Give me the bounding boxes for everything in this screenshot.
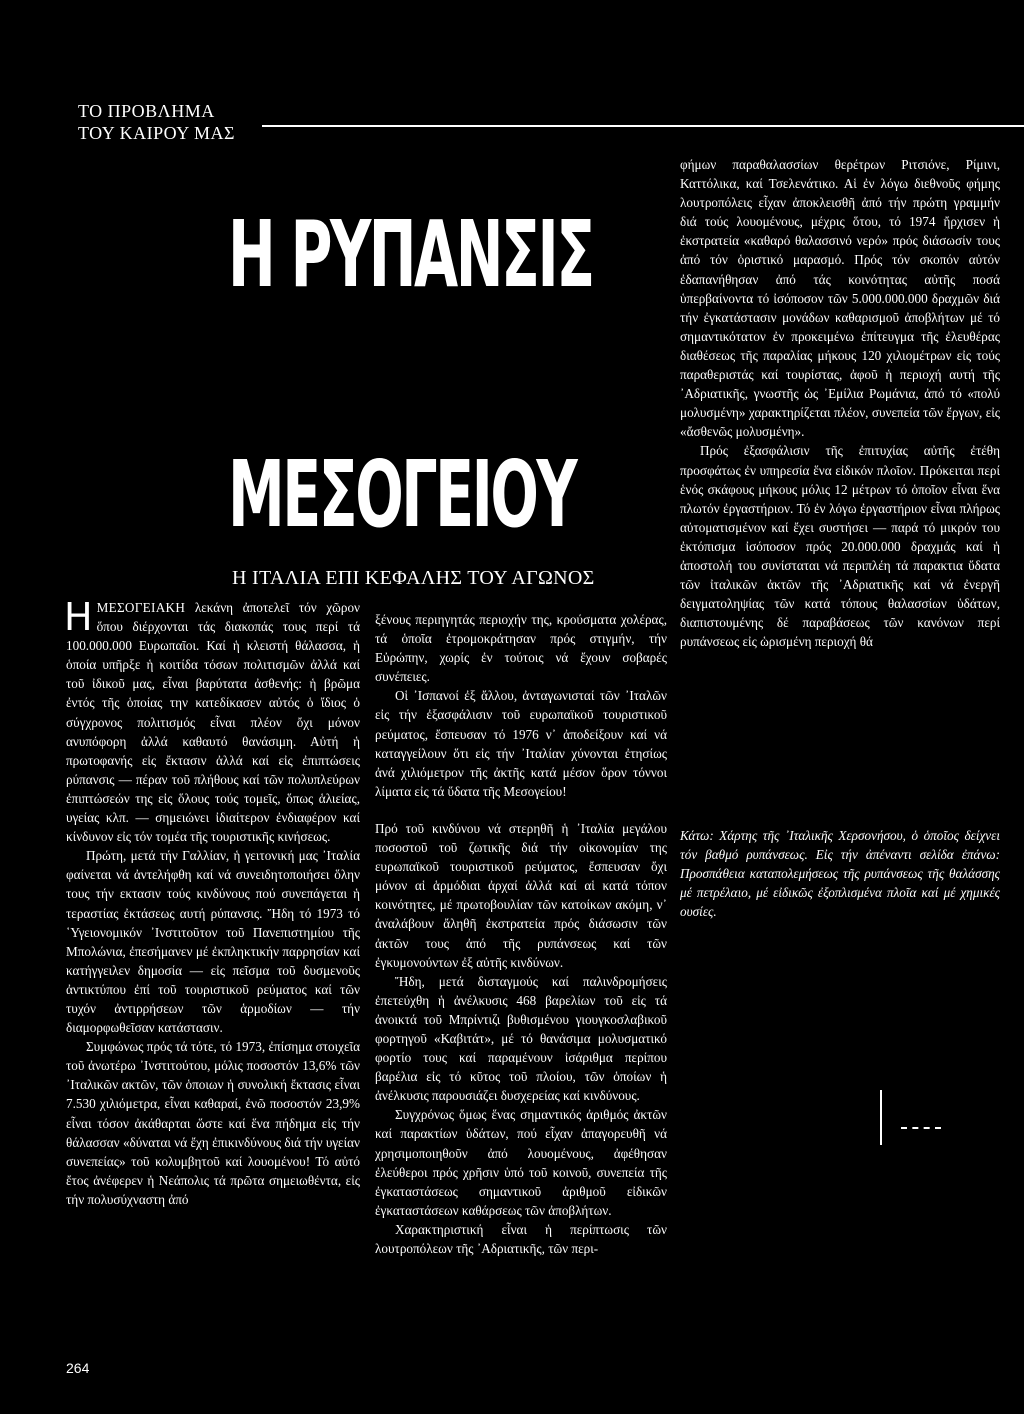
- paragraph-text: λεκάνη ἀποτελεῖ τόν χῶρον ὅπου διέρχονται τάς διακοπάς τους περί τά 100.000.000 Ευρωπαῖοι. Καί ἡ κλειστή θάλασσα, ἡ ὁποία υπῆρξε ἡ κοιτίδα τόσων πολιτισμῶν ἀλλά καί τοῦ ἰδικοῦ μας, εἶναι βαρύτατα ἀσθενής: ἡ βρῶμα ἐντός τῆς ὁποίας την κατεδίκασεν αὐτός ὁ ἴδιος ὁ σύγχρονος πολιτισμός εἶναι πλέον ὄχι μόνον ανυπόφορη ἀλλά καθαυτό θανάσιμη. Αὐτή ἡ πρωτοφανής εἰς ἔκτασιν ἀλλά καί εἰς ἐπιπτώσεις ρύπανσις — πέραν τοῦ πλήθους καί τῶν πολυπλεύρων ἐπιπτώσεών της εἰς ὅλους τούς τομεῖς, ὅπως ἁλιείας, υγείας κλπ. — σημειώνει ἰδιαίτερον ἐνδιαφέρον καί κίνδυνον εἰς τόν τομέα τῆς τουριστικῆς κινήσεως.: [66, 600, 360, 845]
- paragraph: Συγχρόνως ὅμως ἕνας σημαντικός ἀριθμός ἀκτῶν καί παρακτίων ὑδάτων, πού εἶχαν ἀπαγορευθῆ νά χρησιμοποιηθοῦν ἀπό λουομένους, ἀφέθησαν ἐλεύθεροι πρός χρῆσιν ὑπό τοῦ κοινοῦ, συνεπεία τῆς ἐγκαταστάσεως σημαντικοῦ ἀριθμοῦ εἰδικῶν ἐγκαταστάσεων καθάρσεως τῶν ἀποβλήτων.: [375, 1107, 667, 1218]
- paragraph: Χαρακτηριστική εἶναι ἡ περίπτωσις τῶν λουτροπόλεων τῆς ᾿Αδριατικῆς, τῶν περι-: [375, 1221, 667, 1256]
- paragraph: Ἤδη, μετά δισταγμούς καί παλινδρομήσεις ἐπετεύχθη ἡ ἀνέλκυσις 468 βαρελίων τοῦ εἰς τά ἀνοικτά τοῦ Μπρίντιζι βυθισμένου γιουγκοσλαβικοῦ φορτηγοῦ «Καβιτάτ», μέ τό θανάσιμα μολυσματικό φορτίο τους καί παραμένουν ἰσάριθμα περίπου βαρέλια εἰς τό κῦτος τοῦ πλοίου, τῶν ὁποίων ἡ ἀνέλκυσις παρουσιάζει δυσχερείας καί κινδύνους.: [375, 973, 667, 1104]
- article-title-line1: Η ΡΥΠΑΝΣΙΣ: [228, 201, 593, 308]
- text-column-2: [375, 610, 667, 1258]
- section-label-line1: ΤΟ ΠΡΟΒΛΗΜΑ: [78, 101, 215, 121]
- header-rule: [262, 125, 1024, 127]
- paragraph: ξένους περιηγητάς περιοχήν της, κρούσματα χολέρας, τά ὁποῖα ἐτρομοκράτησαν πρός στιγμήν, τήν Εὐρώπην, χωρίς ἐν τούτοις νά ἔχουν σοβαρές συνέπειες.: [375, 612, 667, 685]
- image-caption: Κάτω: Χάρτης τῆς ᾿Ιταλικῆς Χερσονήσου, ὁ ὁποῖος δείχνει τόν βαθμό ρυπάνσεως. Εἰς τήν ἀπέναντι σελίδα ἐπάνω: Προσπάθεια καταπολεμήσεως τῆς ρυπάνσεως τῆς θαλάσσης μέ πετρέλαιο, μέ εἰδικῶς ἐξοπλισμένα πλοῖα καί μέ χημικές ουσίες.: [680, 828, 1000, 920]
- paragraph: φήμων παραθαλασσίων θερέτρων Ριτσιόνε, Ρίμινι, Καττόλικα, καί Τσελενάτικο. Αἱ ἐν λόγω διεθνοῦς φήμης λουτροπόλεις εἶχαν ἀποκλεισθῆ ἀπό τήν πρώτη γραμμήν διά τούς λουομένους, μέχρις ὅτου, τό 1974 ἤρχισεν ἡ ἐκστρατεία «καθαρό θαλασσινό νερό» πρός διάσωσίν τους ἀπό τόν ὁριστικό μαρασμό. Πρός τόν σκοπόν αὐτόν ἐδαπανήθησαν ἀπό τάς κοινότητας αὐτῆς ποσά ὑπερβαίνοντα τό ἰσόποσον τῶν 5.000.000.000 δραχμῶν διά τήν ἐγκατάστασιν μονάδων καθαρισμοῦ ἀποβλήτων μέ τό σημαντικότατον ἐν προκειμένω ἐπίτευγμα τῆς ἐλευθέρας διαθέσεως τῆς παραλίας μήκους 120 χιλιομέτρων εἰς τούς παραθεριστάς καί τουρίστας, ἀφοῦ ἡ περιοχή αυτή τῆς ᾿Αδριατικῆς, γνωστῆς ὡς ᾿Εμίλια Ρωμάνια, ἀπό τό «πολύ μολυσμένη» χαρακτηρίζεται πλέον, συνεπεία τῶν ἔργων, εἰς «ἄσθενῶς μολυσμένη».: [680, 157, 1000, 440]
- page-number: 264: [66, 1360, 90, 1376]
- paragraph: [64, 595, 360, 846]
- section-label: [78, 100, 235, 144]
- drop-cap: Η: [64, 595, 93, 639]
- section-label-line2: ΤΟΥ ΚΑΙΡΟΥ ΜΑΣ: [78, 123, 236, 143]
- article-subtitle: Η ΙΤΑΛΙΑ ΕΠΙ ΚΕΦΑΛΗΣ ΤΟΥ ΑΓΩΝΟΣ: [232, 567, 595, 589]
- paragraph: Οἱ ᾿Ισπανοί ἐξ ἄλλου, ἀνταγωνισταί τῶν ᾿Ιταλῶν εἰς τήν ἐξασφάλισιν τοῦ ευρωπαϊκοῦ τουριστικοῦ ρεύματος, ἔσπευσαν τό 1976 ν᾿ ἀποδείξουν καί νά καταγγείλουν ὅτι εἰς τήν ᾿Ιταλίαν χύνονται ἐτησίως ἀνά χιλιόμετρον τῆς ἀκτῆς κατά μέσον ὅρον τόννοι λίματα εἰς τά ὕδατα τῆς Μεσογείου!: [375, 688, 667, 799]
- paragraph: Πρό τοῦ κινδύνου νά στερηθῆ ἡ ᾿Ιταλία μεγάλου ποσοστοῦ τοῦ ζωτικῆς διά τήν οἰκονομίαν της ευρωπαϊκοῦ τουριστικοῦ ρεύματος, ἔσπευσαν ὄχι μόνον αἱ ἁρμόδιαι ἀρχαί ἀλλά καί αἱ κατά τόπον κοινότητες, μέ πρωτοβουλίαν τῶν κατοίκων ακόμη, ν᾿ ἀναλάβουν ἄληθῆ ἐκστρατεία πρός διάσωσιν τῶν ἀκτῶν τους ἀπό τῆς ρυπάνσεως καί τῶν ἐγκυμονούντων ἐξ αὐτῆς κινδύνων.: [375, 820, 667, 970]
- decorative-dash: [901, 1127, 941, 1129]
- paragraph-gap: [375, 801, 667, 819]
- article-title-line2: ΜΕΣΟΓΕΙΟΥ: [228, 441, 576, 548]
- paragraph: Πρός ἐξασφάλισιν τῆς ἐπιτυχίας αὐτῆς ἐτέθη προσφάτως ἐν υπηρεσία ἕνα εἰδικόν πλοῖον. Πρόκειται περί ἑνός σκάφους μήκους μόλις 12 μέτρων τό ὁποῖον εἶναι ἕνα πλωτόν ἐργαστήριον. Τό ἐν λόγω ἐργαστήριον εἶναι πλήρως αὐτοματισμένον καί ἔχει συστήσει — παρά τό μικρόν του ἐκτόπισμα ἰσόποσον πρός 20.000.000 δραχμάς καί ἡ ἀποστολή του συνίσταται νά περιπλέη τά παρακτια ὕδατα τῶν ἰταλικῶν ἀκτῶν τῆς ᾿Αδριατικῆς καί νά ἐνεργῆ δειγματοληψίας τῶν κατά τόπους θαλασσίων ὑδάτων, διαπιστουμένης δέ παραβάσεως τῶν κανόνων περί ρυπάνσεως εἰς ὡρισμένη περιοχή θά: [680, 443, 1000, 650]
- text-column-3: [680, 155, 1000, 651]
- paragraph: Συμφώνως πρός τά τότε, τό 1973, ἐπίσημα στοιχεῖα τοῦ ἀνωτέρω ᾿Ινστιτούτου, μόλις ποσοστόν 13,6% τῶν ᾿Ιταλικῶν ακτῶν, τῶν ὁποιων ἡ συνολική ἔκτασις εἶναι 7.530 χιλιόμετρα, εἶναι καθαραί, ἐνῶ ποσοστόν 23,9% εἶναι τόσον ἀκάθαρται ὥστε καί ἕνα πήδημα εἰς τήν θάλασσαν «δύναται νά ἔχη ἐπικινδύνους διά τήν υγείαν συνεπείας» τοῦ κολυμβητοῦ καί λουομένου! Τό αὐτό ἔτος ἀνέφερεν ἡ Νεάπολις τά πρῶτα σημειωθέντα, εἰς τήν πολυσύχναστη ἀπό: [66, 1039, 360, 1207]
- decorative-bar: [880, 1090, 882, 1145]
- lead-caps: ΜΕΣΟΓΕΙΑΚΗ: [96, 600, 186, 615]
- paragraph: Πρώτη, μετά τήν Γαλλίαν, ἡ γειτονική μας ᾿Ιταλία φαίνεται νά ἀντελήφθη καί νά συνειδητοποιήσει ὅλην τους τήν εκτασιν τούς κινδύνους πού συνεπάγεται ἡ τεραστίας ἐκτάσεως αυτή ρύπανσις. Ἤδη τό 1973 τό ῾Υγειονομικόν ᾿Ινστιτοῦτον τοῦ Πανεπιστημίου τῆς Μπολώνια, ἐπεσήμανεν μέ ἐκπληκτικήν παρρησίαν καί κατήγγειλεν δημοσία — εἰς πεῖσμα τοῦ δυσμενοῦς ἀντικτύπου ἐπί τοῦ τουριστικοῦ ρεύματος καί τῶν τυχόν ἀντιρρήσεων τῶν ἁρμοδίων — τήν διαμορφωθεῖσαν κατάστασιν.: [66, 848, 360, 1036]
- text-column-1: [64, 595, 360, 1209]
